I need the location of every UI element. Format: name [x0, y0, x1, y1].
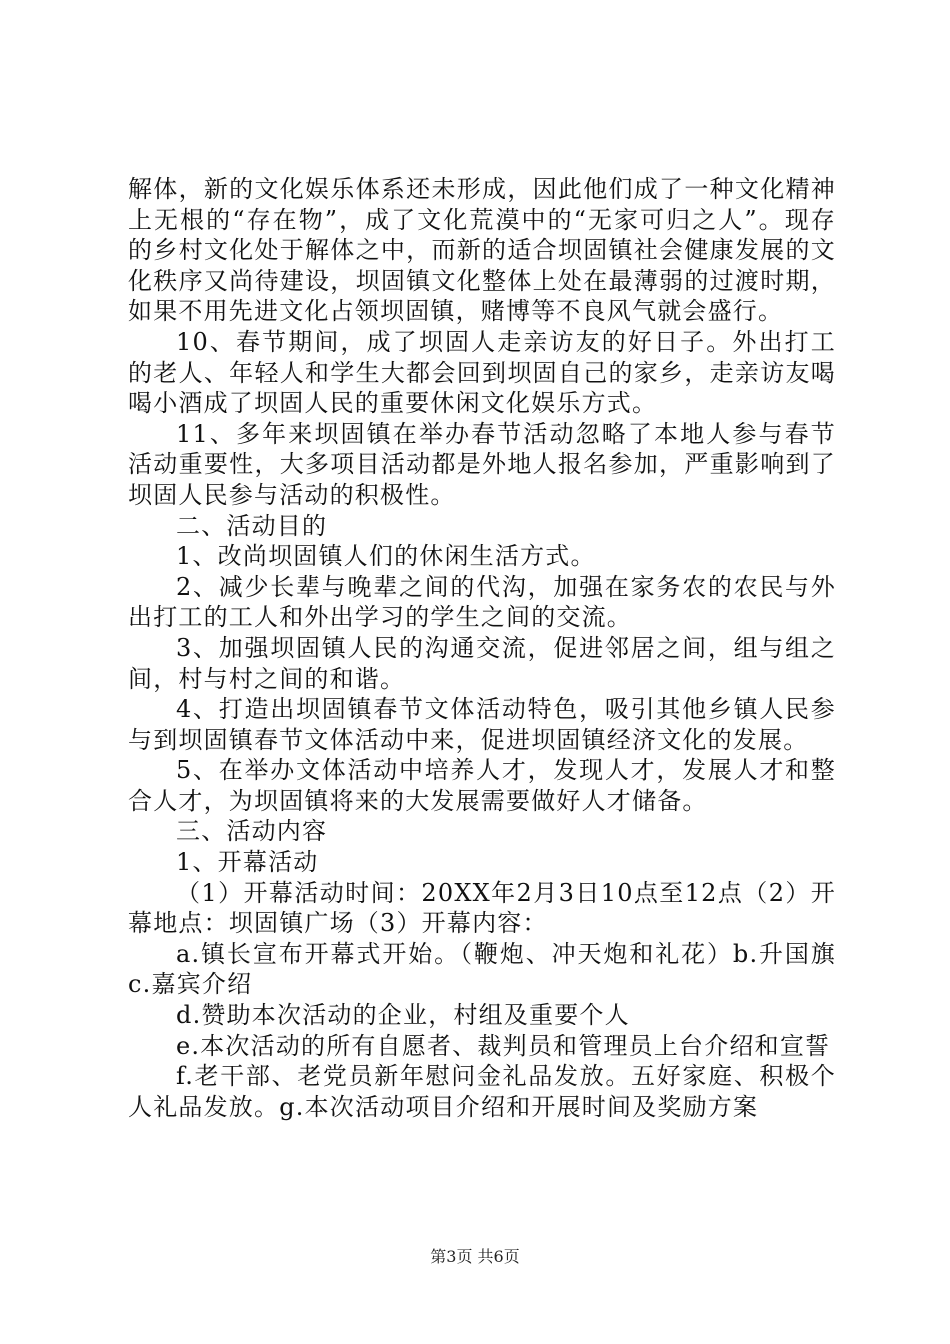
paragraph: d.赞助本次活动的企业，村组及重要个人 [176, 1001, 630, 1030]
page-number-footer: 第3页 共6页 [430, 1247, 520, 1266]
paragraph: 1、改尚坝固镇人们的休闲生活方式。 [176, 542, 596, 571]
section-heading: 二、活动目的 [176, 511, 328, 540]
paragraph: 4、打造出坝固镇春节文体活动特色，吸引其他乡镇人民参与到坝固镇春节文体活动中来，促进坝固镇经济文化的发展。 [128, 695, 836, 754]
paragraph: 10、春节期间，成了坝固人走亲访友的好日子。外出打工的老人、年轻人和学生大都会回到坝固自己的家乡，走亲访友喝喝小酒成了坝固人民的重要休闲文化娱乐方式。 [128, 327, 836, 418]
paragraph: 5、在举办文体活动中培养人才，发现人才，发展人才和整合人才，为坝固镇将来的大发展需要做好人才储备。 [128, 756, 836, 815]
subsection-heading: 1、开幕活动 [176, 848, 319, 877]
document-body [128, 174, 836, 1122]
paragraph: e.本次活动的所有自愿者、裁判员和管理员上台介绍和宣誓 [176, 1031, 831, 1060]
section-heading: 三、活动内容 [176, 817, 328, 846]
paragraph: 3、加强坝固镇人民的沟通交流，促进邻居之间，组与组之间，村与村之间的和谐。 [128, 633, 836, 693]
paragraph: 解体，新的文化娱乐体系还未形成，因此他们成了一种文化精神上无根的“存在物”，成了文化荒漠中的“无家可归之人”。现存的乡村文化处于解体之中，而新的适合坝固镇社会健康发展的文化秩序又尚待建设，坝固镇文化整体上处在最薄弱的过渡时期，如果不用先进文化占领坝固镇，赌博等不良风气就会盛行。 [128, 175, 836, 326]
paragraph: （1）开幕活动时间：20XX年2月3日10点至12点（2）开幕地点：坝固镇广场（3）开幕内容： [128, 878, 836, 938]
paragraph: 2、减少长辈与晚辈之间的代沟，加强在家务农的农民与外出打工的工人和外出学习的学生之间的交流。 [128, 572, 836, 632]
paragraph: 11、多年来坝固镇在举办春节活动忽略了本地人参与春节活动重要性，大多项目活动都是外地人报名参加，严重影响到了坝固人民参与活动的积极性。 [128, 419, 836, 509]
paragraph: a.镇长宣布开幕式开始。（鞭炮、冲天炮和礼花）b.升国旗c.嘉宾介绍 [128, 939, 836, 999]
paragraph: f.老干部、老党员新年慰问金礼品发放。五好家庭、积极个人礼品发放。g.本次活动项目介绍和开展时间及奖励方案 [128, 1062, 836, 1121]
